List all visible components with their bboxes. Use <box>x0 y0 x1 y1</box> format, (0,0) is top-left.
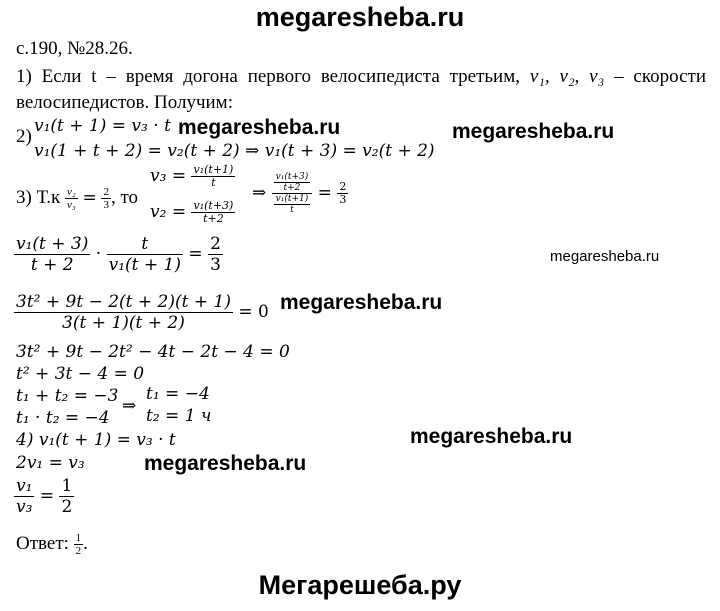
step3-block <box>16 186 138 211</box>
equation-1: v₁(t + 1) = v₃ · t <box>34 116 171 136</box>
watermark-inline-5: megaresheba.ru <box>410 425 573 448</box>
v3-definition: v₃ = $\frac{\text{v₁(t+1)}}{t}$ <box>150 163 234 189</box>
combined-fraction: $\frac{\text{3t² + 9t − 2(t + 2)(t + 1)}}{3(t + 1)(t + 2)}$ = 0 <box>16 292 269 333</box>
intro-paragraph <box>16 64 706 116</box>
watermark-inline-2: megaresheba.ru <box>452 120 615 143</box>
intro-text-b: – скорости велосипедистов. Получим: <box>16 66 706 113</box>
root-2: t₂ = 1 ч <box>146 406 212 426</box>
step3-then: , то <box>110 186 139 208</box>
watermark-inline-4: megaresheba.ru <box>280 291 443 314</box>
intro-vars: v₁, v₂, v₃ <box>529 66 605 87</box>
vieta-product: t₁ · t₂ = −4 <box>16 408 110 428</box>
problem-header: с.190, №28.26. <box>16 38 133 59</box>
watermark-inline-6: megaresheba.ru <box>144 452 307 475</box>
implies-arrow: ⇒ <box>122 396 137 416</box>
answer-label: Ответ: <box>16 532 74 554</box>
step3-label: 3) Т.к <box>16 186 61 208</box>
answer-fraction: $\frac{1}{2}$ <box>75 532 82 557</box>
answer: Ответ: $\frac{1}{2}$ . <box>16 532 88 557</box>
root-1: t₁ = −4 <box>146 384 210 404</box>
quadratic-equation: t² + 3t − 4 = 0 <box>16 364 145 384</box>
watermark-inline-1: megaresheba.ru <box>178 116 341 139</box>
watermark-inline-3: megaresheba.ru <box>550 248 660 265</box>
eq-sign: = <box>82 187 97 208</box>
equation-2: v₁(1 + t + 2) = v₂(t + 2) ⇒ v₁(t + 3) = v₂(t + 2) <box>34 141 435 161</box>
vieta-sum: t₁ + t₂ = −3 <box>16 386 119 406</box>
step2-label: 2) <box>16 126 32 147</box>
product-equation: $\frac{\text{v₁(t + 3)}}{t + 2}$ · $\frac{t}{\text{v₁(t + 1)}}$ = $\frac{2}{3}$ <box>16 234 221 275</box>
ratio-result: $\frac{\text{v₁}}{\text{v₃}}$ = $\frac{1}{2}$ <box>16 476 73 517</box>
watermark-top: megaresheba.ru <box>255 2 465 32</box>
step4-relation: 2v₁ = v₃ <box>16 453 85 473</box>
ratio-v2-v3: $\frac{\text{v₂}}{\text{v₃}}$ <box>67 186 76 211</box>
step4-equation: 4) v₁(t + 1) = v₃ · t <box>16 430 176 450</box>
watermark-bottom: Мегарешеба.ру <box>258 570 462 600</box>
expanded-equation: 3t² + 9t − 2t² − 4t − 2t − 4 = 0 <box>16 342 290 362</box>
ratio-compound: ⇒ $\frac{\frac{\text{v₁(t+3)}}{t+2}}{\frac{\text{v₁(t+1)}}{t}}$ = $\frac{2}{3}$ <box>252 172 347 215</box>
ratio-2-3: $\frac{2}{3}$ <box>103 186 109 211</box>
v2-definition: v₂ = $\frac{\text{v₁(t+3)}}{t+2}$ <box>150 199 234 225</box>
intro-text-a: 1) Если t – время догона первого велосипедиста третьим, <box>16 66 530 87</box>
